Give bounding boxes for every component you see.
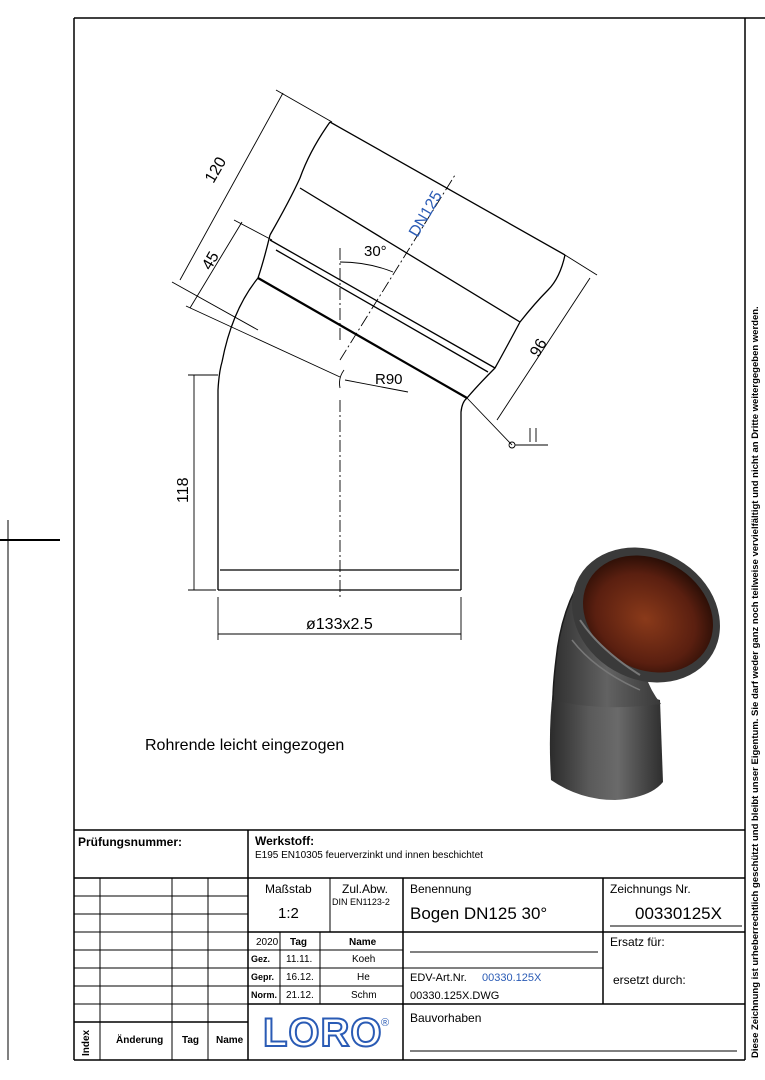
massstab-value: 1:2 [278,905,299,922]
werkstoff-value: E195 EN10305 feuerverzinkt und innen beschichtet [255,850,483,861]
dim-120: 120 [202,154,231,186]
ersetzt-durch-label: ersetzt durch: [613,973,686,987]
copyright-notice: Diese Zeichnung ist urheberrechtlich geschützt und bleibt unser Eigentum. Sie darf weder ganz noch teilweise vervielfältigt und nicht an Dritte weitergegeben werden. [750,306,761,1058]
logo-text: LORO [263,1011,383,1055]
dwg-value: 00330.125X.DWG [410,990,500,1002]
row-label-norm: Norm. [251,990,278,1000]
row-label-gepr: Gepr. [251,972,275,982]
dim-radius: R90 [375,371,403,388]
row-tag-norm: 21.12. [286,990,314,1001]
rev-tag: Tag [182,1035,200,1046]
technical-drawing [218,122,565,590]
benennung-label: Benennung [410,882,472,896]
werkstoff-label: Werkstoff: [255,834,315,848]
pruefungsnummer-label: Prüfungsnummer: [78,835,183,849]
note-pipe-end: Rohrende leicht eingezogen [145,737,345,754]
dim-angle: 30° [364,243,387,260]
bauvorhaben-label: Bauvorhaben [410,1011,482,1025]
year: 2020 [256,937,279,948]
dim-diameter: ø133x2.5 [306,616,373,633]
zeichnungsnr-label: Zeichnungs Nr. [610,882,691,896]
dim-96: 96 [527,336,551,360]
dim-45: 45 [199,249,223,273]
dim-118: 118 [175,477,192,503]
logo-registered: ® [381,1017,390,1029]
massstab-label: Maßstab [265,882,312,896]
row-name-gez: Koeh [352,954,376,965]
row-tag-gez: 11.11. [286,954,313,965]
row-name-norm: Schm [351,990,377,1001]
row-tag-gepr: 16.12. [286,972,314,983]
col-tag: Tag [290,937,308,948]
edv-label: EDV-Art.Nr. [410,972,467,984]
zulabw-label: Zul.Abw. [342,882,389,896]
pipe-render [547,521,744,800]
loro-logo [262,1011,390,1055]
zulabw-value: DIN EN1123-2 [332,897,390,907]
benennung-value: Bogen DN125 30° [410,904,548,923]
dimension-lines [172,90,597,640]
zeichnungsnr-value: 00330125X [635,904,722,923]
rev-index: Index [81,1029,92,1056]
ersatz-fuer-label: Ersatz für: [610,935,665,949]
row-label-gez: Gez. [251,954,271,964]
edv-value: 00330.125X [482,972,542,984]
rev-aenderung: Änderung [116,1035,164,1046]
rev-name: Name [216,1035,244,1046]
dim-dn: DN125 [406,188,446,240]
row-name-gepr: He [357,972,370,983]
col-name: Name [349,937,377,948]
